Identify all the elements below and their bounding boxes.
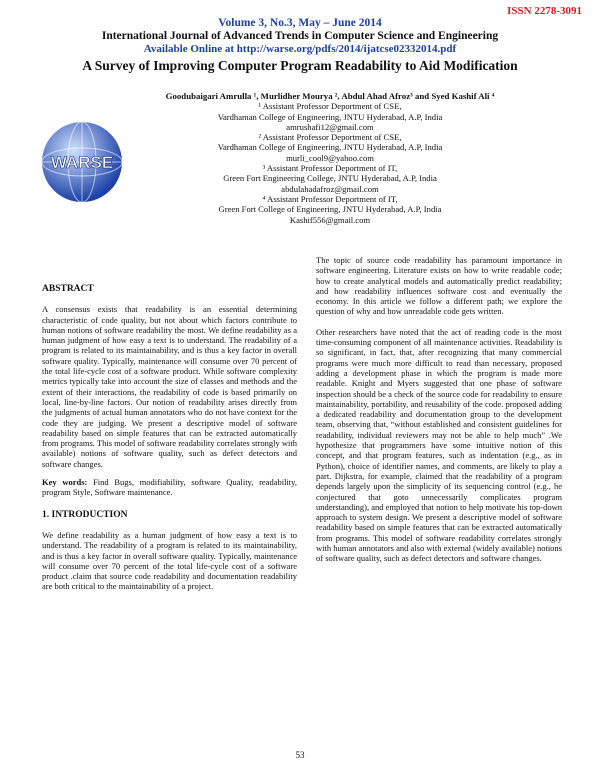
globe-logo-icon (36, 116, 128, 208)
affiliation-line: Vardhaman College of Engineering, JNTU Hyderabad, A.P, India (217, 142, 443, 153)
affiliation-line: ¹ Assistant Professor Deportment of CSE, (258, 101, 402, 112)
warse-logo (36, 116, 128, 208)
journal-name: International Journal of Advanced Trends in Computer Science and Engineering (101, 30, 499, 42)
affiliation-line: ⁴ Assistant Professor Deportment of IT, (262, 193, 398, 204)
available-online-link[interactable]: Available Online at http://warse.org/pdfs/2014/ijatcse02332014.pdf (143, 43, 457, 55)
keywords (42, 477, 297, 498)
paper-title: A Survey of Improving Computer Program Readability to Aid Modification (82, 58, 518, 73)
page-number: 53 (295, 750, 305, 760)
author-email: amrushafi12@gmail.com (286, 121, 374, 132)
author-email: Kashif556@gmail.com (289, 214, 371, 225)
affiliation-line: ² Assistant Professor Deportment of CSE, (258, 132, 402, 143)
abstract-body: A consensus exists that readability is an essential determining characteristic of code quality, but not about which factors contribute to human notions of software readability the most. We define readability as a human judgment of how easy a text is to understand. The readability of a program is related to its maintainability, and is thus a key factor in overall software quality. Typically, maintenance will consume over 70 percent of the total life-cycle cost of a software product. While software complexity metrics typically take into account the size of classes and methods and the extent of their interactions, the readability of code is based primarily on local, line-by-line factors. Our notion of readability arises directly from the judgments of actual human annotators who do not have context for the code they are judging. We present a descriptive model of software readability based on simple features that can be extracted automatically from programs. This model of software readability correlates strongly with available) notions of software quality, such as defect detectors and software changes. (42, 304, 297, 469)
author-names: Goodubaigari Amrulla ¹, Murlidher Mourya ², Abdul Ahad Afroz³ and Syed Kashif Ali ⁴ (165, 91, 495, 101)
introduction-heading: 1. INTRODUCTION (42, 509, 128, 520)
left-column (42, 284, 297, 592)
affiliation-line: Green Fort College of Engineering, JNTU Hyderabad, A.P, India (218, 204, 442, 215)
author-block (130, 91, 530, 225)
keywords-label: Key words: (42, 477, 88, 488)
right-paragraph-2: Other researchers have noted that the act of reading code is the most time-consuming component of all maintenance activities. Readability is so significant, in fact, that, after recognizing that many commercial programs were much more difficult to read than necessary, proposed adding a development phase in which the program is made more readable. Knight and Myers suggested that one phase of software inspection should be a check of the source code for readability to ensure maintainability, portability, and reusability of the code. proposed adding a dedicated readability and documentation group to the development team, observing that, “without established and consistent guidelines for readability, individual reviewers may not be able to help much” .We hypothesize that programmers have some intuitive notion of this concept, and that program features, such as indentation (e.g., as in Python), choice of identifier names, and comments, are likely to play a part. Dijkstra, for example, claimed that the readability of a program depends largely upon the simplicity of its sequencing control (e.g., he conjectured that goto unnecessarily complicates program understanding), and employed that notion to help motivate his top-down approach to system design. We present a descriptive model of software readability based on simple features that can be extracted automatically from programs. This model of software readability correlates strongly with human annotators and also with external (widely available) notions of software quality, such as defect detectors and software changes. (316, 326, 562, 564)
affiliation-line: Green Fort Engineering College, JNTU Hyderabad, A.P, India (223, 173, 437, 184)
right-column (316, 255, 562, 564)
author-email: abdulahadafroz@gmail.com (281, 183, 379, 194)
keywords-text: Find Bugs, modifiability, software Quality, readability, program Style, Software maintenance. (42, 477, 297, 498)
volume-line: Volume 3, No.3, May – June 2014 (218, 17, 382, 29)
affiliation-line: ³ Assistant Professor Deportment of IT, (262, 163, 398, 174)
affiliation-line: Vardhaman College of Engineering, JNTU Hyderabad, A.P, India (217, 111, 443, 122)
logo-text: WARSE (50, 153, 114, 172)
abstract-heading: ABSTRACT (42, 284, 94, 294)
right-paragraph-1: The topic of source code readability has paramount importance in software engineering. Literature exists on how to write readable code; how to create analytical models and automatically predict readability; and how readability influences software cost and eventually the economy. In this article we follow a different path; we explore the question of why and how unreadable code gets written. (316, 255, 562, 317)
introduction-body: We define readability as a human judgment of how easy a text is to understand. The readability of a program is related to its maintainability, and is thus a key factor in overall software quality. Typically, maintenance will consume over 70 percent of the total life-cycle cost of a software product .claim that source code readability and documentation readability are both critical to the maintainability of a project. (42, 529, 297, 592)
author-email: murli_cool9@yahoo.com (286, 152, 374, 163)
issn-label: ISSN 2278-3091 (507, 5, 582, 17)
